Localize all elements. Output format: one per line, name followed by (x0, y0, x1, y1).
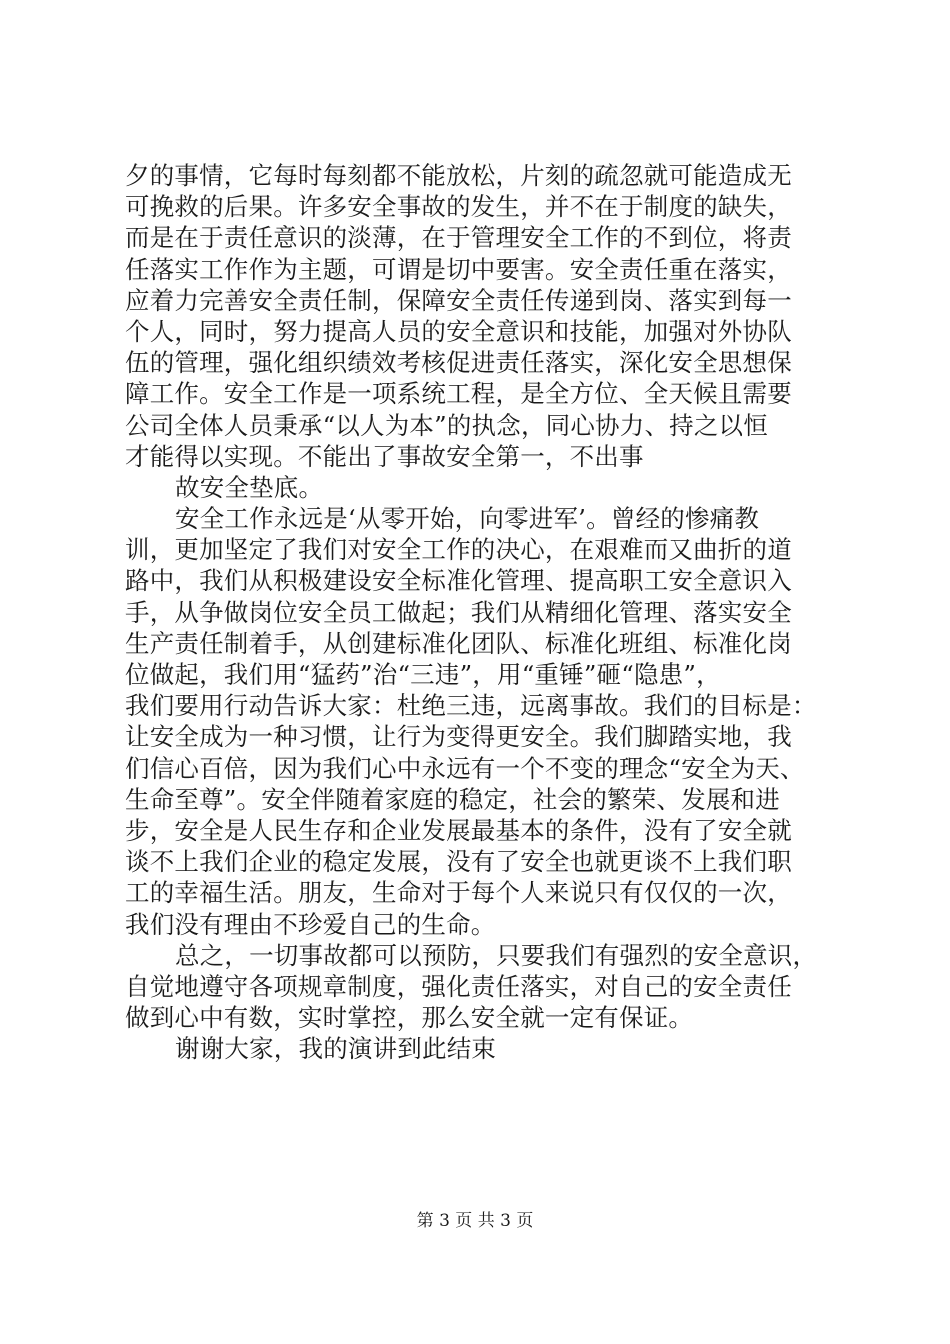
text-line: 应着力完善安全责任制，保障安全责任传递到岗、落实到每一 (125, 285, 792, 315)
text-line: 自觉地遵守各项规章制度，强化责任落实，对自己的安全责任 (125, 971, 792, 1001)
text-line: 位做起，我们用“猛药”治“三违”，用“重锤”砸“隐患”， (125, 660, 721, 689)
text-line: 夕的事情，它每时每刻都不能放松，片刻的疏忽就可能造成无 (125, 161, 792, 190)
text-line: 路中，我们从积极建设安全标准化管理、提高职工安全意识入 (125, 566, 792, 596)
text-line: 故安全垫底。 (175, 472, 324, 502)
text-line: 谈不上我们企业的稳定发展，没有了安全也就更谈不上我们职 (125, 847, 792, 877)
text-line: 工的幸福生活。朋友，生命对于每个人来说只有仅仅的一次， (125, 878, 792, 908)
text-line: 可挽救的后果。许多安全事故的发生，并不在于制度的缺失， (125, 192, 792, 222)
text-line: 们信心百倍，因为我们心中永远有一个不变的理念“安全为天、 (125, 753, 805, 783)
text-line: 我们要用行动告诉大家：杜绝三违，远离事故。我们的目标是： (125, 691, 817, 721)
text-line: 训，更加坚定了我们对安全工作的决心，在艰难而又曲折的道 (125, 535, 792, 565)
text-line: 才能得以实现。不能出了事故安全第一，不出事 (125, 441, 644, 471)
text-line: 步，安全是人民生存和企业发展最基本的条件，没有了安全就 (125, 815, 792, 845)
text-line: 做到心中有数，实时掌控，那么安全就一定有保证。 (125, 1003, 694, 1033)
text-line: 让安全成为一种习惯，让行为变得更安全。我们脚踏实地，我 (125, 722, 792, 752)
text-line: 我们没有理由不珍爱自己的生命。 (125, 909, 496, 939)
page-footer: 第 3 页 共 3 页 (416, 1211, 534, 1231)
text-line: 谢谢大家，我的演讲到此结束 (175, 1034, 497, 1064)
text-line: 公司全体人员秉承“以人为本”的执念，同心协力、持之以恒 (125, 410, 768, 440)
text-line: 障工作。安全工作是一项系统工程，是全方位、全天候且需要 (125, 379, 792, 409)
text-line: 总之，一切事故都可以预防，只要我们有强烈的安全意识， (175, 940, 818, 970)
text-line: 安全工作永远是‘从零开始，向零进军’。曾经的惨痛教 (175, 504, 760, 534)
text-line: 伍的管理，强化组织绩效考核促进责任落实，深化安全思想保 (125, 348, 792, 378)
text-line: 生命至尊”。安全伴随着家庭的稳定，社会的繁荣、发展和进 (125, 784, 780, 814)
text-line: 生产责任制着手，从创建标准化团队、标准化班组、标准化岗 (125, 628, 792, 658)
text-line: 手，从争做岗位安全员工做起；我们从精细化管理、落实安全 (125, 597, 792, 627)
text-line: 任落实工作作为主题，可谓是切中要害。安全责任重在落实， (125, 254, 792, 284)
text-line: 而是在于责任意识的淡薄，在于管理安全工作的不到位，将责 (125, 223, 792, 253)
body-text (125, 160, 835, 1064)
text-line: 个人，同时，努力提高人员的安全意识和技能，加强对外协队 (125, 316, 792, 346)
